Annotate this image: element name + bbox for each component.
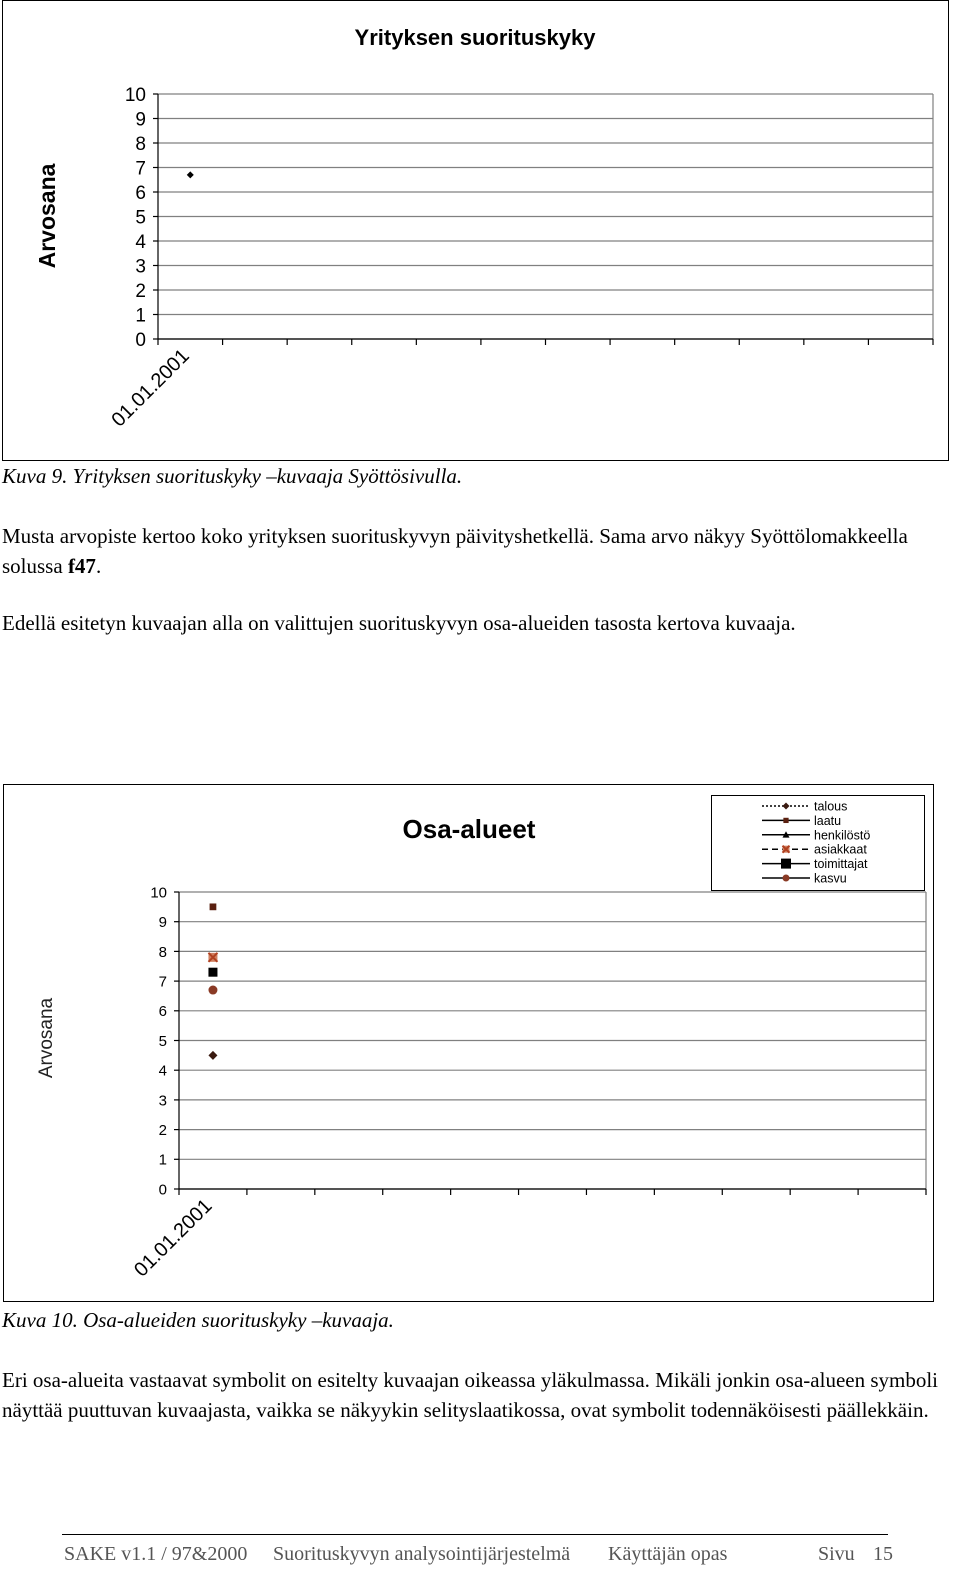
- y-tick-label-10: 10: [124, 84, 146, 106]
- legend-marker-toimittajat: [781, 859, 791, 869]
- y-tick-label-7: 7: [158, 973, 167, 991]
- company-performance-chart: [2, 0, 949, 461]
- y-tick-label-9: 9: [135, 109, 146, 131]
- legend-marker-laatu: [783, 818, 788, 823]
- legend-label-kasvu: kasvu: [814, 871, 847, 886]
- paragraph-black-point-text: Musta arvopiste kertoo koko yrityksen suorituskyvyn päivityshetkellä. Sama arvo näkyy Syöttölomakkeella solussa: [2, 524, 908, 578]
- y-axis-label: Arvosana: [34, 163, 60, 269]
- y-tick-label-6: 6: [135, 182, 146, 204]
- paragraph-sub-area-intro: Edellä esitetyn kuvaajan alla on valittujen suorituskyvyn osa-alueiden tasosta kertova kuvaaja.: [2, 611, 796, 635]
- x-tick-label-0: 01.01.2001: [130, 1194, 217, 1282]
- y-tick-label-1: 1: [135, 305, 146, 327]
- data-point-toimittajat-0: [208, 968, 217, 977]
- sub-areas-chart: [3, 784, 934, 1302]
- paragraph-black-point: [2, 521, 952, 581]
- legend-marker-kasvu: [783, 875, 790, 882]
- y-tick-label-10: 10: [150, 884, 167, 902]
- y-tick-label-3: 3: [135, 256, 146, 278]
- paragraph-black-point-end: .: [95, 554, 102, 578]
- footer-system: Suorituskyvyn analysointijärjestelmä: [273, 1543, 571, 1565]
- chart-legend-svg: [712, 796, 926, 892]
- y-tick-label-2: 2: [135, 280, 146, 302]
- y-tick-label-1: 1: [158, 1151, 167, 1169]
- y-tick-label-4: 4: [158, 1062, 167, 1080]
- chart-legend: [711, 795, 925, 891]
- footer-product: SAKE v1.1 / 97&2000: [64, 1543, 248, 1565]
- legend-label-henkilst: henkilöstö: [814, 828, 871, 843]
- y-tick-label-7: 7: [135, 158, 146, 180]
- y-axis-label: Arvosana: [36, 997, 57, 1079]
- figure-9-caption: Kuva 9. Yrityksen suorituskyky –kuvaaja Syöttösivulla.: [2, 464, 463, 488]
- y-tick-label-4: 4: [135, 231, 146, 253]
- chart-title: Osa-alueet: [402, 814, 536, 844]
- x-tick-label-0: 01.01.2001: [107, 344, 194, 432]
- y-tick-label-0: 0: [158, 1181, 167, 1199]
- y-tick-label-9: 9: [158, 914, 167, 932]
- data-point-asiakkaat-0: [208, 953, 217, 962]
- footer-page-number: 15: [873, 1543, 893, 1565]
- data-point-kasvu-0: [208, 986, 217, 995]
- company-performance-chart-svg: [3, 1, 950, 462]
- footer-guide: Käyttäjän opas: [608, 1543, 728, 1565]
- footer-rule: [62, 1534, 888, 1535]
- y-tick-label-8: 8: [135, 133, 146, 155]
- y-tick-label-8: 8: [158, 943, 167, 961]
- data-point-talous-0: [208, 1051, 217, 1060]
- y-tick-label-5: 5: [135, 207, 146, 229]
- footer-page-label: Sivu: [818, 1543, 855, 1565]
- legend-marker-talous: [783, 803, 790, 810]
- legend-label-asiakkaat: asiakkaat: [814, 842, 867, 857]
- legend-marker-asiakkaat: [783, 846, 790, 853]
- figure-10-caption: Kuva 10. Osa-alueiden suorituskyky –kuvaaja.: [2, 1308, 394, 1332]
- chart-title: Yrityksen suorituskyky: [354, 25, 596, 50]
- y-tick-label-2: 2: [158, 1122, 167, 1139]
- legend-label-talous: talous: [814, 799, 848, 814]
- data-point-series0-0: [187, 171, 194, 178]
- y-tick-label-0: 0: [135, 329, 146, 351]
- data-point-laatu-0: [210, 903, 217, 910]
- legend-label-toimittajat: toimittajat: [814, 857, 868, 872]
- paragraph-symbols: Eri osa-alueita vastaavat symbolit on esitelty kuvaajan oikeassa yläkulmassa. Mikäli jonkin osa-alueen symboli näyttää puuttuvan kuvaajasta, vaikka se näkyykin selityslaatikossa, ovat symbolit todennäköisesti päällekkäin.: [2, 1368, 939, 1422]
- y-tick-label-3: 3: [158, 1092, 167, 1110]
- cell-reference: f47: [67, 554, 96, 578]
- y-tick-label-6: 6: [158, 1003, 167, 1021]
- y-tick-label-5: 5: [158, 1032, 167, 1050]
- legend-label-laatu: laatu: [814, 813, 842, 828]
